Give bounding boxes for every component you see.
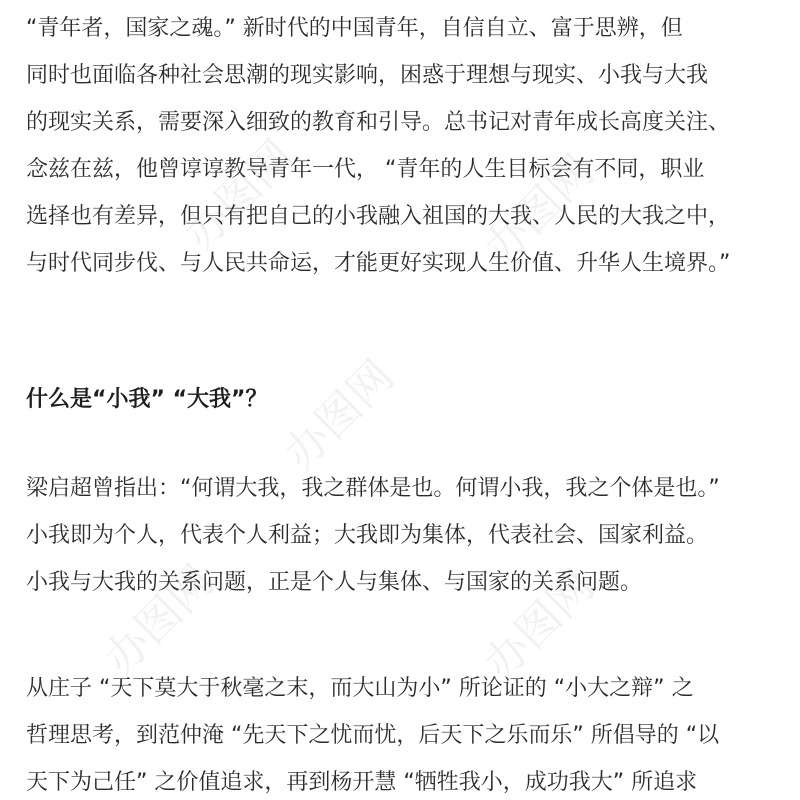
text-line: 同时也面临各种社会思潮的现实影响，困惑于理想与现实、小我与大我 <box>26 63 709 88</box>
text-line: 从庄子 “天下莫大于秋毫之末，而大山为小” 所论证的 “小大之辩” 之 <box>26 676 694 701</box>
watermark: 办图网 <box>474 560 604 690</box>
paragraph-history <box>26 665 786 800</box>
text-line: 小我与大我的关系问题，正是个人与集体、与国家的关系问题。 <box>26 570 643 595</box>
text-line: 哲理思考，到范仲淹 “先天下之忧而忧，后天下之乐而乐” 所倡导的 “以 <box>26 723 720 748</box>
text-line: 天下为己任” 之价值追求，再到杨开慧 “牺牲我小，成功我大” 所追求 <box>26 770 698 795</box>
text-line: 小我即为个人，代表个人利益；大我即为集体，代表社会、国家利益。 <box>26 523 709 548</box>
text-line: 念兹在兹，他曾谆谆教导青年一代， “青年的人生目标会有不同，职业 <box>26 157 705 182</box>
watermark: 办图网 <box>474 145 604 275</box>
text-line: 选择也有差异，但只有把自己的小我融入祖国的大我、人民的大我之中， <box>26 204 731 229</box>
text-line: “青年者，国家之魂。” 新时代的中国青年，自信自立、富于思辨，但 <box>26 16 683 41</box>
paragraph-definition <box>26 465 786 606</box>
watermark: 办图网 <box>174 130 304 260</box>
section-heading: 什么是“小我” “大我”？ <box>26 387 268 412</box>
text-line: 梁启超曾指出：“何谓大我，我之群体是也。何谓小我，我之个体是也。” <box>26 476 720 501</box>
text-line: 的现实关系，需要深入细致的教育和引导。总书记对青年成长高度关注、 <box>26 110 731 135</box>
paragraph-intro <box>26 5 786 287</box>
text-line: 与时代同步伐、与人民共命运，才能更好实现人生价值、升华人生境界。” <box>26 251 731 276</box>
watermark: 办图网 <box>274 350 404 480</box>
watermark: 办图网 <box>94 555 224 685</box>
